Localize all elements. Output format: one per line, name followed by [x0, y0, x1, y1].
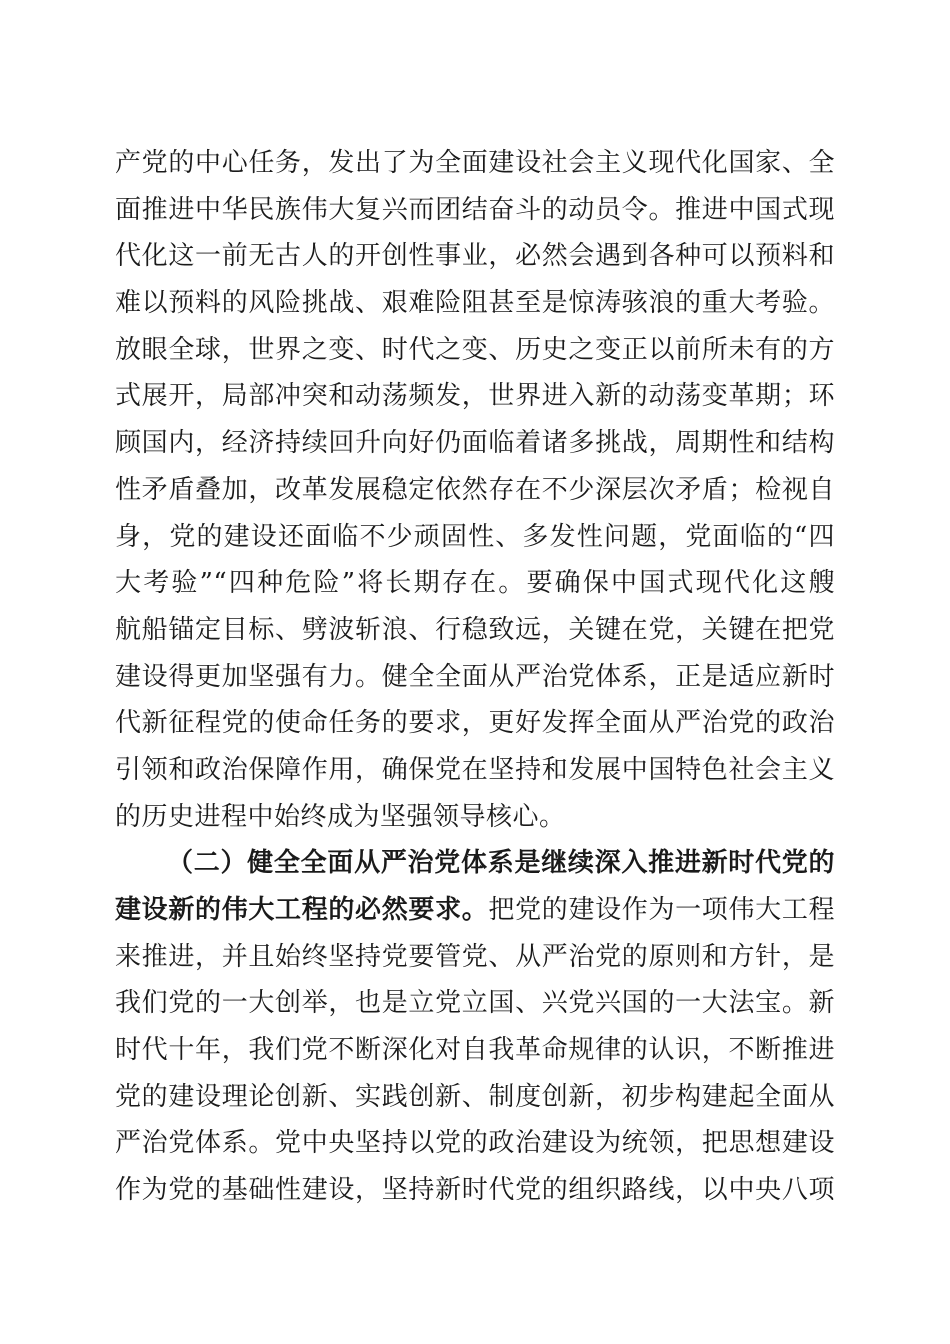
- text-line: 的历史进程中始终成为坚强领导核心。: [115, 801, 566, 832]
- text-line: 性矛盾叠加，改革发展稳定依然存在不少深层次矛盾；检视自: [115, 474, 835, 505]
- text-line: 大考验”“四种危险”将长期存在。要确保中国式现代化这艘: [115, 568, 835, 599]
- text-line: 我们党的一大创举，也是立党立国、兴党兴国的一大法宝。新: [115, 988, 835, 1019]
- text-line: 建设得更加坚强有力。健全全面从严治党体系，正是适应新时: [115, 661, 835, 692]
- text-line: 时代十年，我们党不断深化对自我革命规律的认识，不断推进: [115, 1035, 835, 1066]
- text-line: 面推进中华民族伟大复兴而团结奋斗的动员令。推进中国式现: [115, 194, 835, 225]
- text-line: 引领和政治保障作用，确保党在坚持和发展中国特色社会主义: [115, 754, 835, 785]
- text-line: 严治党体系。党中央坚持以党的政治建设为统领，把思想建设: [115, 1128, 835, 1159]
- text-line: 顾国内，经济持续回升向好仍面临着诸多挑战，周期性和结构: [115, 428, 835, 459]
- section-heading-tail: 建设新的伟大工程的必然要求。: [115, 895, 489, 925]
- text-line: 代新征程党的使命任务的要求，更好发挥全面从严治党的政治: [115, 708, 835, 739]
- text-line: 产党的中心任务，发出了为全面建设社会主义现代化国家、全: [115, 148, 835, 178]
- text-span: 把党的建设作为一项伟大工程: [488, 895, 835, 925]
- text-line: 放眼全球，世界之变、时代之变、历史之变正以前所未有的方: [115, 334, 835, 365]
- text-line: 难以预料的风险挑战、艰难险阻甚至是惊涛骇浪的重大考验。: [115, 288, 835, 319]
- text-line: 代化这一前无古人的开创性事业，必然会遇到各种可以预料和: [115, 241, 835, 272]
- section-heading-line: （二）健全全面从严治党体系是继续深入推进新时代党的: [167, 848, 835, 879]
- document-body: [115, 140, 835, 1214]
- text-line: 式展开，局部冲突和动荡频发，世界进入新的动荡变革期；环: [115, 381, 835, 412]
- text-line: 航船锚定目标、劈波斩浪、行稳致远，关键在党，关键在把党: [115, 614, 835, 645]
- text-line: 党的建设理论创新、实践创新、制度创新，初步构建起全面从: [115, 1081, 835, 1112]
- text-line: 作为党的基础性建设，坚持新时代党的组织路线，以中央八项: [115, 1175, 835, 1206]
- text-line: 来推进，并且始终坚持党要管党、从严治党的原则和方针，是: [115, 941, 835, 972]
- section-heading-line: [115, 887, 835, 934]
- text-line: 身，党的建设还面临不少顽固性、多发性问题，党面临的“四: [115, 521, 835, 552]
